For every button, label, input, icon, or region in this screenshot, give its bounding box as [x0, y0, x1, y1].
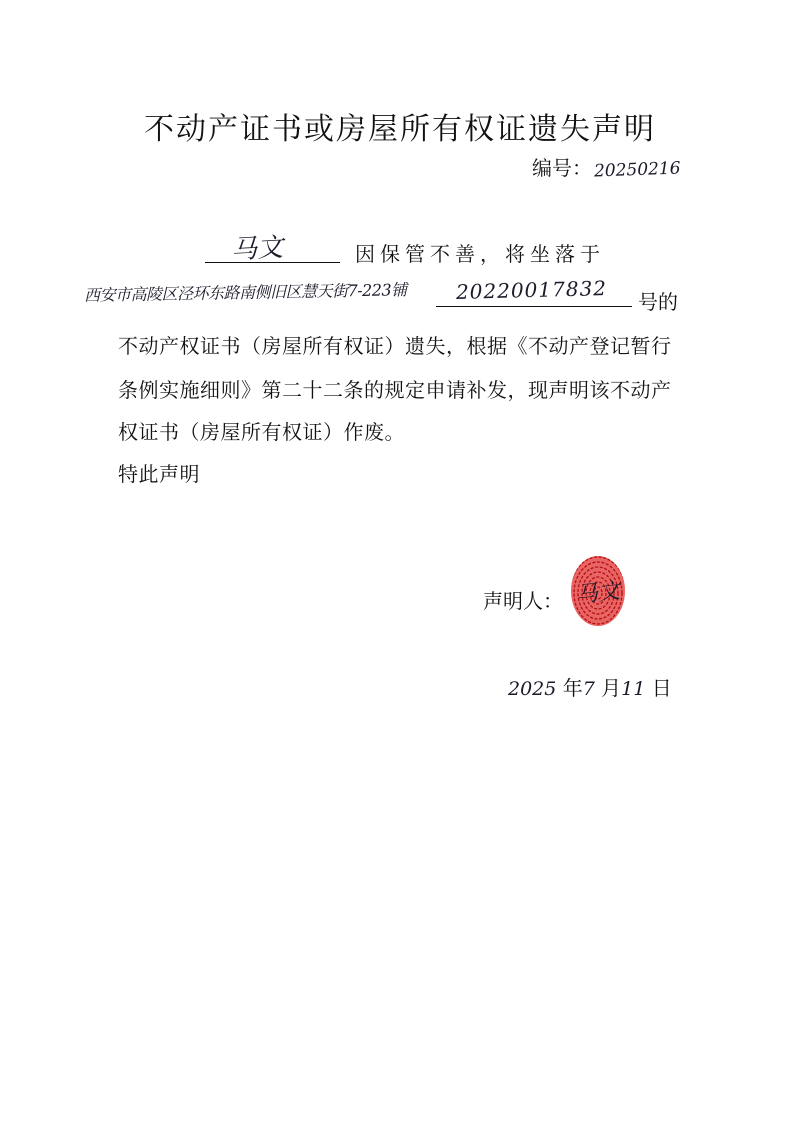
- statement-line-2: [84, 278, 724, 318]
- date-line: [508, 672, 672, 701]
- number-suffix: 号的: [638, 290, 678, 314]
- seal-signature: 马文: [574, 578, 622, 609]
- date-month: 7: [582, 678, 595, 700]
- certificate-number: 20220017832: [455, 276, 608, 304]
- declarant-name: 马文: [230, 232, 284, 266]
- month-unit: 月: [601, 676, 622, 700]
- statement-intro: 因保管不善，将坐落于: [355, 242, 605, 266]
- document-title: 不动产证书或房屋所有权证遗失声明: [144, 112, 656, 147]
- body-line-1: 不动产权证书（房屋所有权证）遗失，根据《不动产登记暂行: [118, 334, 672, 358]
- day-unit: 日: [651, 676, 672, 700]
- statement-line-1: [205, 232, 685, 272]
- body-line-2: 条例实施细则》第二十二条的规定申请补发，现声明该不动产: [118, 378, 672, 402]
- property-address: 西安市高陵区泾环东路南侧旧区慧天街7-223铺: [83, 280, 407, 305]
- year-unit: 年: [562, 676, 583, 700]
- serial-number: [532, 152, 681, 181]
- signer-label: 声明人：: [483, 589, 563, 613]
- serial-value: 20250216: [593, 158, 681, 182]
- serial-label: 编号：: [532, 156, 592, 180]
- date-day: 11: [621, 678, 646, 700]
- closing-statement: 特此声明: [118, 462, 200, 486]
- date-year: 2025: [508, 678, 557, 700]
- body-line-3: 权证书（房屋所有权证）作废。: [118, 420, 405, 444]
- fingerprint-seal-icon: [568, 553, 628, 629]
